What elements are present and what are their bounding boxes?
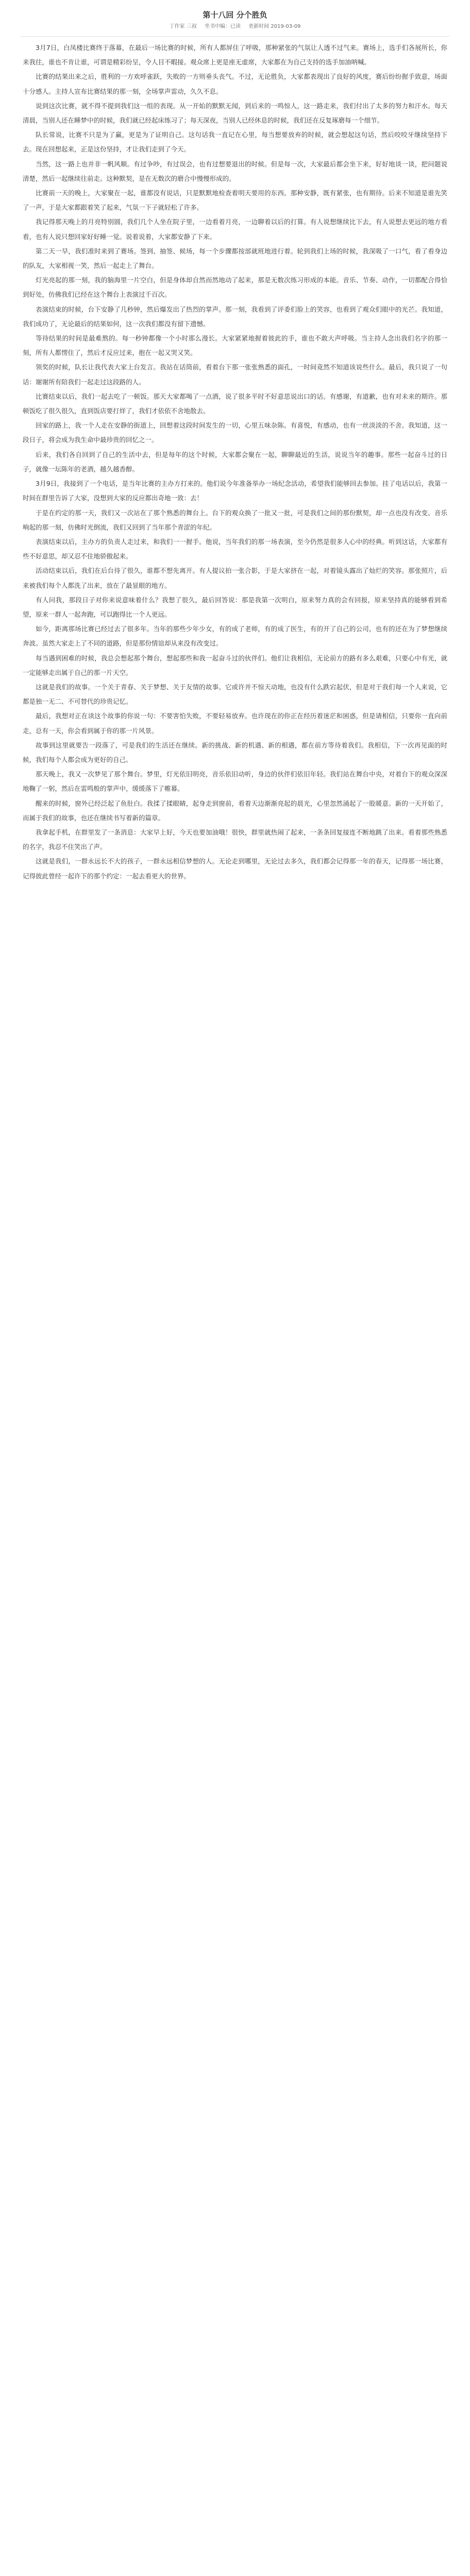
article-paragraph: 我记得那天晚上的月亮特别圆，我们几个人坐在院子里，一边看着月亮，一边聊着以后的打算。有人说想继续比下去，有人说想去更远的地方看看，也有人说只想回家好好睡一觉。说着说着，大家都安静了下来。	[23, 218, 447, 241]
article-paragraph: 表演结束以后，主办方的负责人走过来，和我们一一握手。他说，当年我们的那一场表演，至今仍然是很多人心中的经典。听到这话，大家都有些不好意思，却又忍不住地骄傲起来。	[23, 537, 447, 561]
article-paragraph: 活动结束以后，我们在后台待了很久，谁都不想先离开。有人提议拍一张合影，于是大家挤在一起，对着镜头露出了灿烂的笑容。那张照片，后来被我们每个人都洗了出来，放在了最显眼的地方。	[23, 567, 447, 589]
article-paragraph: 每当遇到困难的时候，我总会想起那个舞台，想起那些和我一起奋斗过的伙伴们。他们让我相信，无论前方的路有多么艰难，只要心中有光，就一定能够走出属于自己的那一片天空。	[23, 654, 447, 676]
article-paragraph: 比赛结束以后，我们一起去吃了一顿饭。那天大家都喝了一点酒，说了很多平时不好意思说出口的话。有感谢，有道歉，也有对未来的期许。那顿饭吃了很久很久，直到饭店要打烊了，我们才依依不舍地散去。	[23, 392, 447, 415]
article-paragraph: 3月7日，白凤楼比赛终于落幕，在最后一场比赛的时候，所有人都屏住了呼吸，那种紧张的气氛让人透不过气来。赛场上，选手们各展所长，你来我往，谁也不肯让谁，可谓是精彩纷呈，令人目不暇接。观众席上更是座无虚席，大家都在为自己支持的选手加油呐喊。	[23, 44, 447, 66]
article-paragraph: 领奖的时候，队长让我代表大家上台发言。我站在话筒前，看着台下那一张张熟悉的面孔，一时间竟然不知道该说些什么。最后，我只说了一句话：谢谢所有陪我们一起走过这段路的人。	[23, 363, 447, 386]
article-paragraph: 醒来的时候，窗外已经泛起了鱼肚白。我揉了揉眼睛，起身走到窗前，看着天边渐渐亮起的晨光，心里忽然涌起了一股暖意。新的一天开始了，而属于我们的故事，也还在继续书写着新的篇章。	[23, 799, 447, 822]
article-paragraph: 后来，我们各自回到了自己的生活中去，但是每年的这个时候，大家都会聚在一起，聊聊最近的生活，说说当年的趣事。那些一起奋斗过的日子，就像一坛陈年的老酒，越久越香醇。	[23, 450, 447, 473]
article-paragraph: 回家的路上，我一个人走在安静的街道上，回想着这段时间发生的一切，心里五味杂陈。有喜悦，有感动，也有一丝淡淡的不舍。我知道，这一段日子，将会成为我生命中最珍贵的回忆之一。	[23, 421, 447, 444]
article-update-time: 更新时间 2019-03-09	[248, 24, 301, 29]
article-paragraph: 我拿起手机，在群里发了一条消息：大家早上好，今天也要加油哦！很快，群里就热闹了起来，一条条回复接连不断地跳了出来。看着那些熟悉的名字，我忍不住笑出了声。	[23, 828, 447, 851]
header-divider	[21, 36, 449, 37]
article-paragraph: 等待结果的时间是最难熬的。每一秒钟都像一个小时那么漫长。大家紧紧地握着彼此的手，谁也不敢大声呼吸。当主持人念出我们名字的那一刻，所有人都愣住了，然后才反应过来，抱在一起又哭又笑。	[23, 334, 447, 357]
article-paragraph: 比赛前一天的晚上，大家聚在一起，谁都没有说话，只是默默地检查着明天要用的东西。那种安静，既有紧张，也有期待。后来不知道是谁先笑了一声，于是大家都跟着笑了起来，气氛一下子就轻松了许多。	[23, 189, 447, 212]
article-paragraph: 3月9日，我接到了一个电话，是当年比赛的主办方打来的。他们说今年准备举办一场纪念活动，希望我们能够回去参加。挂了电话以后，我第一时间在群里告诉了大家，没想到大家的反应都出奇地一致：去！	[23, 480, 447, 502]
article-paragraph: 当然，这一路上也并非一帆风顺。有过争吵，有过误会，也有过想要退出的时候。但是每一次，大家最后都会坐下来，好好地谈一谈，把问题说清楚，然后一起继续往前走。这种默契，是在无数次的磨合中慢慢形成的。	[23, 160, 447, 182]
article-paragraph: 第二天一早，我们准时来到了赛场。签到、抽签、候场，每一个步骤都按部就班地进行着。轮到我们上场的时候，我深吸了一口气，看了看身边的队友，大家相视一笑，然后一起走上了舞台。	[23, 247, 447, 270]
article-paragraph: 队长常说，比赛不只是为了赢，更是为了证明自己。这句话我一直记在心里，每当想要放弃的时候，就会想起这句话，然后咬咬牙继续坚持下去。现在回想起来，正是这份坚持，才让我们走到了今天。	[23, 131, 447, 154]
article-paragraph: 最后，我想对正在读这个故事的你说一句：不要害怕失败，不要轻易放弃。也许现在的你正在经历着迷茫和困惑，但是请相信，只要你一直向前走，总有一天，你会看到属于你的那一片风景。	[23, 712, 447, 735]
article-paragraph: 这就是我们，一群永远长不大的孩子，一群永远相信梦想的人。无论走到哪里，无论过去多久，我们都会记得那一年的春天，记得那一场比赛，记得彼此曾经一起许下的那个约定：一起去看更大的世界。	[23, 857, 447, 880]
article-paragraph: 如今，距离那场比赛已经过去了很多年。当年的那些少年少女，有的成了老师，有的成了医生，有的开了自己的公司，也有的还在为了梦想继续奔波。虽然大家走上了不同的道路，但是那份情谊却从来没有改变过。	[23, 625, 447, 648]
article-paragraph: 故事到这里就要告一段落了，可是我们的生活还在继续。新的挑战、新的机遇、新的相遇，都在前方等待着我们。我相信，下一次再见面的时候，我们每个人都会成为更好的自己。	[23, 741, 447, 764]
article-paragraph: 那天晚上，我又一次梦见了那个舞台。梦里，灯光依旧明亮，音乐依旧动听，身边的伙伴们依旧年轻。我们站在舞台中央，对着台下的观众深深地鞠了一躬，然后在雷鸣般的掌声中，缓缓落下了帷幕。	[23, 770, 447, 793]
article-meta	[0, 23, 470, 31]
article-title: 第十八回 分个胜负	[203, 10, 267, 20]
article-header	[0, 0, 470, 31]
article-author[interactable]: 丁作家 三叔	[169, 24, 197, 29]
article-paragraph: 灯光亮起的那一刻，我的脑海里一片空白，但是身体却自然而然地动了起来，那是无数次练习形成的本能。音乐、节奏、动作，一切都配合得恰到好处，仿佛我们已经在这个舞台上表演过千百次。	[23, 276, 447, 299]
article-body	[0, 41, 470, 884]
article-paragraph: 有人问我，那段日子对你来说意味着什么？我想了很久，最后回答说：那是我第一次明白，原来努力真的会有回报，原来坚持真的能够看到希望，原来一群人一起奔跑，可以跑得比一个人更远。	[23, 596, 447, 618]
article-paragraph: 表演结束的时候，台下安静了几秒钟，然后爆发出了热烈的掌声。那一刻，我看到了评委们脸上的笑容，也看到了观众们眼中的光芒。我知道，我们成功了，无论最后的结果如何，这一次我们都没有留下遗憾。	[23, 305, 447, 328]
article-category[interactable]: 坐书中编：已读	[204, 24, 241, 29]
article-paragraph: 比赛的结果出来之后，胜利的一方欢呼雀跃，失败的一方则垂头丧气。不过，无论胜负，大家都表现出了良好的风度，赛后纷纷握手致意，场面十分感人。主持人宣布比赛结果的那一刻，全场掌声雷动，久久不息。	[23, 73, 447, 95]
article-paragraph: 这就是我们的故事。一个关于青春、关于梦想、关于友情的故事。它或许并不惊天动地，也没有什么跌宕起伏，但是对于我们每一个人来说，它都是独一无二、不可替代的珍贵记忆。	[23, 683, 447, 706]
article-paragraph: 于是在约定的那一天，我们又一次站在了那个熟悉的舞台上。台下的观众换了一批又一批，可是我们之间的那份默契，却一点也没有改变。音乐响起的那一刻，仿佛时光倒流，我们又回到了当年那个青涩的年纪。	[23, 509, 447, 531]
article-paragraph: 说到这次比赛，就不得不提到我们这一组的表现。从一开始的默默无闻，到后来的一鸣惊人，这一路走来，我们付出了太多的努力和汗水。每天清晨，当别人还在睡梦中的时候，我们就已经起床练习了；每天深夜，当别人已经休息的时候，我们还在反复琢磨每一个细节。	[23, 101, 447, 125]
